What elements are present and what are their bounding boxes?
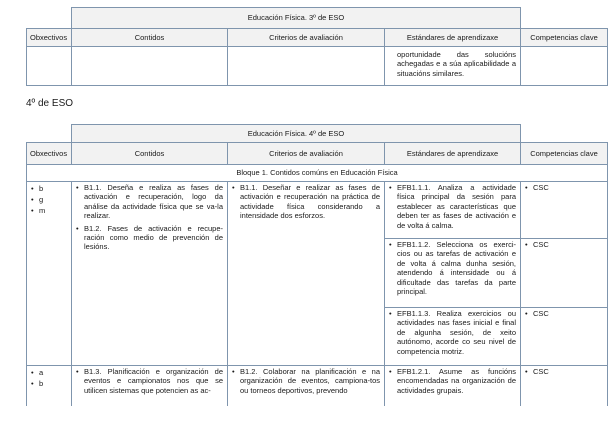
list-item: • CSC — [525, 367, 603, 376]
cell-competencias — [521, 182, 608, 239]
list-item: • g — [31, 194, 67, 205]
cell-competencias — [521, 308, 608, 366]
header-criterios: Criterios de avaliación — [228, 143, 385, 165]
cell-contidos — [72, 366, 228, 408]
header-criterios: Criterios de avaliación — [228, 29, 385, 47]
cell-criterios — [228, 182, 385, 366]
header-estandares: Estándares de aprendizaxe — [385, 143, 521, 165]
empty-corner — [521, 125, 608, 143]
list-item: • B1.3. Planificación e organización de eventos e campionatos nos que se utilicen sistemas que potencien as ac- — [76, 367, 223, 395]
cell-contidos — [72, 182, 228, 366]
list-item: • CSC — [525, 309, 603, 318]
cell-obxectivos — [27, 47, 72, 86]
cell-estandares — [385, 366, 521, 408]
header-contidos: Contidos — [72, 143, 228, 165]
cell-competencias — [521, 366, 608, 408]
cell-competencias — [521, 47, 608, 86]
cell-estandares: oportunidade das solucións achegadas e a súa aplicabilidade a situacións similares. — [385, 47, 521, 86]
list-item: • CSC — [525, 240, 603, 249]
header-competencias: Competencias clave — [521, 29, 608, 47]
block-title: Bloque 1. Contidos comúns en Educación Física — [27, 165, 608, 182]
header-contidos: Contidos — [72, 29, 228, 47]
list-item: • b — [31, 378, 67, 389]
list-item: • EFB1.1.3. Realiza exercicios ou actividades nas fases inicial e final de algunha sesión, de xeito autónomo, acorde co seu nivel de competencia motriz. — [389, 309, 516, 356]
header-obxectivos: Obxectivos — [27, 29, 72, 47]
list-item: • EFB1.1.1. Analiza a actividade física principal da sesión para establecer as características que deben ter as fases de activación e de volta á calma. — [389, 183, 516, 230]
cell-estandares — [385, 239, 521, 308]
list-item: • B1.1. Deseñar e realizar as fases de activación e recuperación na práctica de actividade física considerando a intensidade dos esforzos. — [232, 183, 380, 221]
cell-competencias — [521, 239, 608, 308]
cell-obxectivos — [27, 182, 72, 366]
list-item: • B1.2. Fases de activación e recupe-ración como medio de prevención de lesións. — [76, 224, 223, 252]
list-item: • m — [31, 205, 67, 216]
cell-contidos — [72, 47, 228, 86]
page-bottom-margin — [0, 406, 615, 439]
cell-estandares — [385, 308, 521, 366]
list-item: • a — [31, 367, 67, 378]
table-title: Educación Física. 4º de ESO — [72, 125, 521, 143]
empty-corner — [521, 8, 608, 29]
list-item: • EFB1.1.2. Selecciona os exerci-cios ou as tarefas de activación e de volta á calma dunha sesión, atendendo á intensidade ou á dificultade das tarefas da parte principal. — [389, 240, 516, 296]
header-obxectivos: Obxectivos — [27, 143, 72, 165]
list-item: • b — [31, 183, 67, 194]
list-item: • B1.1. Deseña e realiza as fases de activación e recuperación, logo da análise da actividade física que se va-la realizar. — [76, 183, 223, 221]
header-competencias: Competencias clave — [521, 143, 608, 165]
table-3eso — [26, 7, 608, 86]
cell-criterios — [228, 366, 385, 408]
list-item: • B1.2. Colaborar na planificación e na organización de eventos, campiona-tos ou torneos deportivos, prevendo — [232, 367, 380, 395]
list-item: • CSC — [525, 183, 603, 192]
table-title: Educación Física. 3º de ESO — [72, 8, 521, 29]
empty-corner — [27, 125, 72, 143]
table-4eso — [26, 124, 608, 408]
cell-obxectivos — [27, 366, 72, 408]
empty-corner — [27, 8, 72, 29]
list-item: • EFB1.2.1. Asume as funcións encomendadas na organización de actividades grupais. — [389, 367, 516, 395]
header-estandares: Estándares de aprendizaxe — [385, 29, 521, 47]
cell-criterios — [228, 47, 385, 86]
section-title: 4º de ESO — [26, 98, 74, 109]
cell-estandares — [385, 182, 521, 239]
